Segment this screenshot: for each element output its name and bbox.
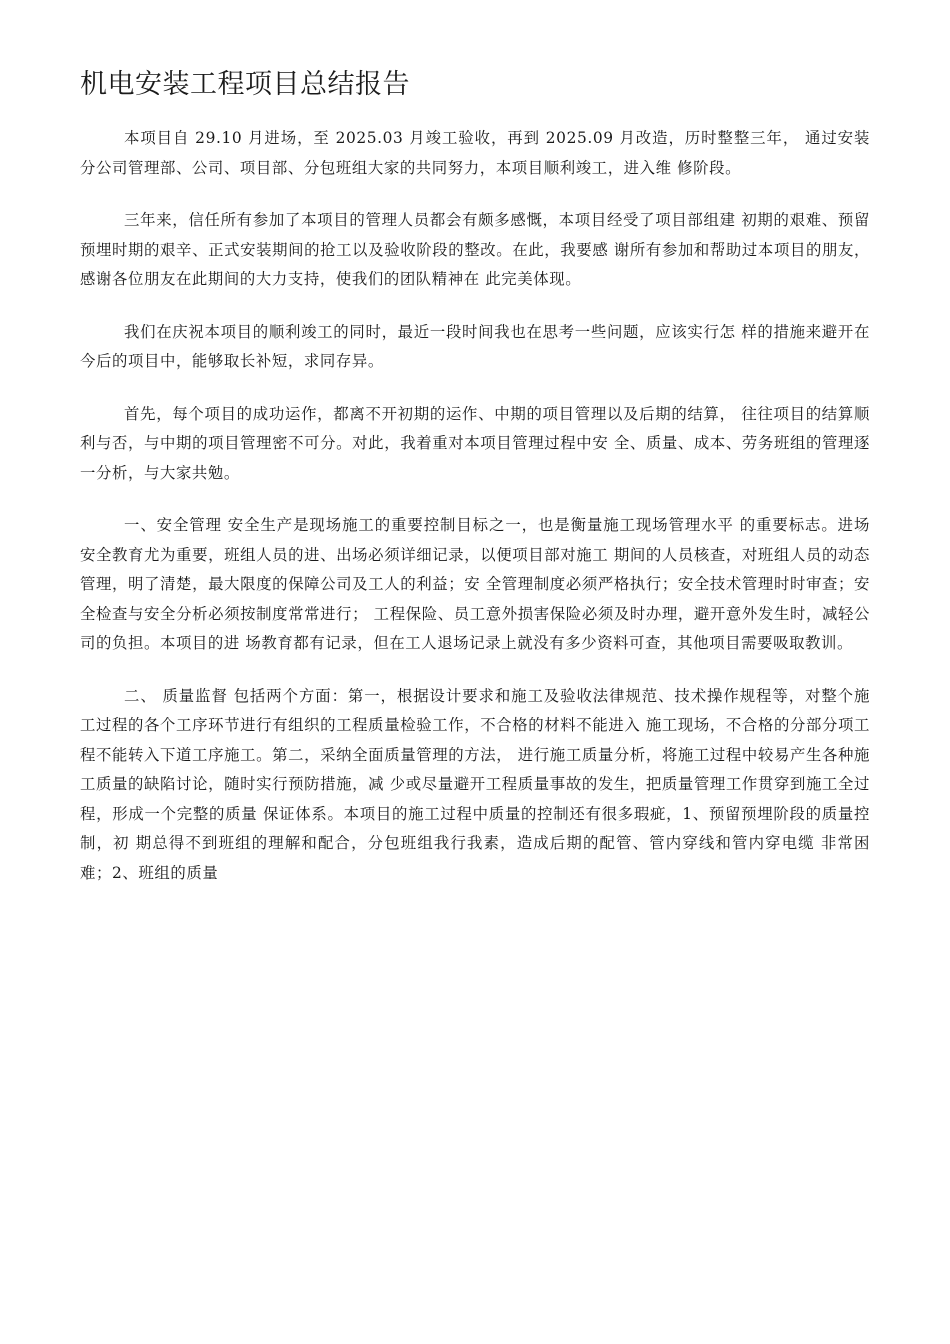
document-page: [80, 58, 870, 911]
document-title: 机电安装工程项目总结报告: [80, 69, 410, 100]
paragraph-overview: 首先，每个项目的成功运作，都离不开初期的运作、中期的项目管理以及后期的结算， 往往项目的结算顺利与否，与中期的项目管理密不可分。对此，我着重对本项目管理过程中安 全、质量、成本、劳务班组的管理逐一分析，与大家共勉。: [80, 404, 870, 482]
paragraph-quality-supervision: 二、 质量监督 包括两个方面：第一，根据设计要求和施工及验收法律规范、技术操作规程等，对整个施工过程的各个工序环节进行有组织的工程质量检验工作，不合格的材料不能进入 施工现场，不合格的分部分项工程不能转入下道工序施工。第二，采纳全面质量管理的方法， 进行施工质量分析，将施工过程中较易产生各种施工质量的缺陷讨论，随时实行预防措施，减 少或尽量避开工程质量事故的发生，把质量管理工作贯穿到施工全过程，形成一个完整的质量 保证体系。本项目的施工过程中质量的控制还有很多瑕疵，1、预留预埋阶段的质量控制，初 期总得不到班组的理解和配合，分包班组我行我素，造成后期的配管、管内穿线和管内穿电缆 非常困难；2、班组的质量: [80, 686, 870, 882]
paragraph-thinking: 我们在庆祝本项目的顺利竣工的同时，最近一段时间我也在思考一些问题，应该实行怎 样的措施来避开在今后的项目中，能够取长补短，求同存异。: [80, 322, 870, 370]
paragraph-reflection: 三年来，信任所有参加了本项目的管理人员都会有颇多感慨，本项目经受了项目部组建 初期的艰难、预留预埋时期的艰辛、正式安装期间的抢工以及验收阶段的整改。在此，我要感 谢所有参加和帮助过本项目的朋友，感谢各位朋友在此期间的大力支持，使我们的团队精神在 此完美体现。: [80, 211, 870, 288]
paragraph-safety-management: 一、安全管理 安全生产是现场施工的重要控制目标之一，也是衡量施工现场管理水平 的重要标志。进场安全教育尤为重要，班组人员的进、出场必须详细记录，以便项目部对施工 期间的人员核查，对班组人员的动态管理，明了清楚，最大限度的保障公司及工人的利益；安 全管理制度必须严格执行；安全技术管理时时审查；安全检查与安全分析必须按制度常常进行； 工程保险、员工意外损害保险必须及时办理，避开意外发生时，减轻公司的负担。本项目的进 场教育都有记录，但在工人退场记录上就没有多少资料可查，其他项目需要吸取教训。: [80, 516, 870, 652]
paragraph-intro: 本项目自 29.10 月进场，至 2025.03 月竣工验收，再到 2025.09 月改造，历时整整三年， 通过安装分公司管理部、公司、项目部、分包班组大家的共同努力，本项目顺利竣工，进入维 修阶段。: [80, 129, 870, 177]
